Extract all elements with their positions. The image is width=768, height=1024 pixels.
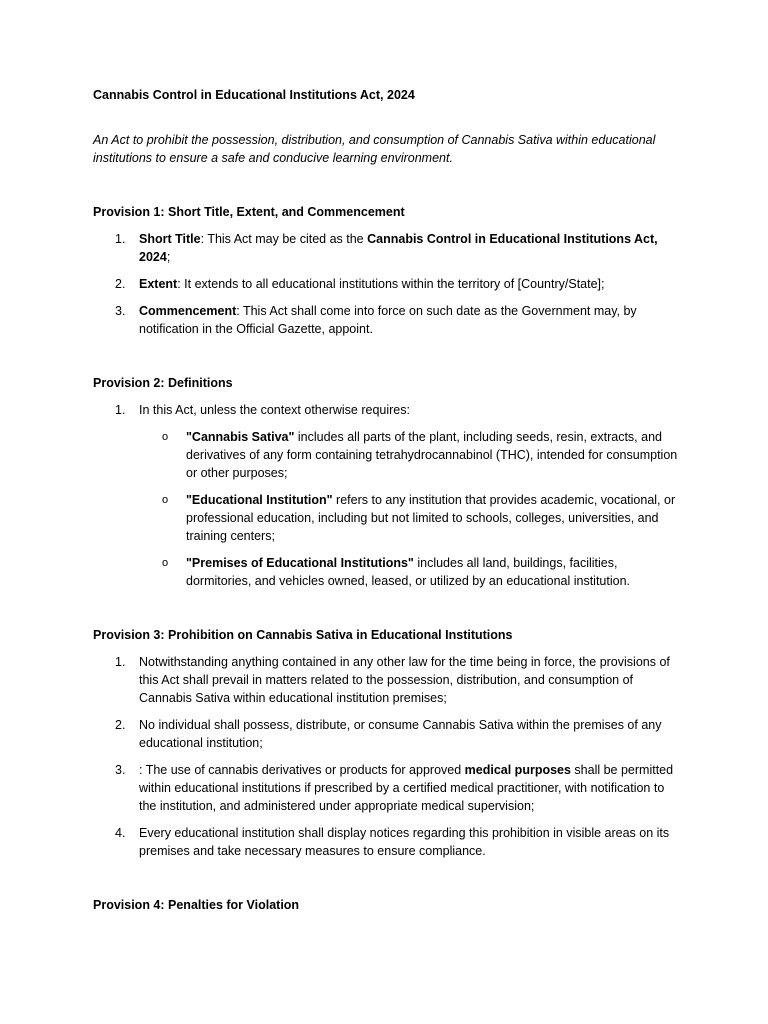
list-item: [93, 401, 685, 590]
item-text: In this Act, unless the context otherwise requires:: [139, 403, 410, 417]
bullet-icon: o: [162, 494, 169, 506]
item-text: : It extends to all educational institutions within the territory of [Country/State];: [177, 277, 605, 291]
item-number: 3.: [115, 763, 126, 777]
definition-item: [139, 491, 685, 545]
document-subtitle: An Act to prohibit the possession, distribution, and consumption of Cannabis Sativa within educational institutions to ensure a safe and conducive learning environment.: [93, 133, 656, 165]
provision-1-heading: Provision 1: Short Title, Extent, and Commencement: [93, 205, 405, 219]
item-text: : The use of cannabis derivatives or products for approved: [139, 763, 465, 777]
item-text: ;: [166, 250, 171, 264]
list-item: [93, 302, 685, 338]
list-item: [93, 716, 685, 752]
item-number: 1.: [115, 403, 126, 417]
item-text: : This Act shall come into force on such date as the Government may, by notification in the Official Gazette, appoint.: [139, 304, 637, 336]
list-item: [93, 275, 685, 293]
document-title: Cannabis Control in Educational Institutions Act, 2024: [93, 88, 415, 102]
provision-1-list: [93, 230, 685, 338]
item-number: 2.: [115, 277, 126, 291]
item-bold-text: Cannabis Control in Educational Institutions Act, 2024: [139, 232, 658, 264]
list-item: [93, 761, 685, 815]
item-bold-text: medical purposes: [464, 763, 571, 777]
bullet-icon: o: [162, 557, 169, 569]
item-number: 1.: [115, 655, 126, 669]
provision-3-list: [93, 653, 685, 860]
definition-term: "Cannabis Sativa": [186, 430, 295, 444]
provision-1: [93, 203, 685, 338]
definition-text: includes all parts of the plant, including seeds, resin, extracts, and derivatives of any form containing tetrahydrocannabinol (THC), intended for consumption or other purposes;: [186, 430, 678, 480]
definition-text: includes all land, buildings, facilities, dormitories, and vehicles owned, leased, or utilized by an educational institution.: [186, 556, 631, 588]
item-number: 3.: [115, 304, 126, 318]
item-number: 1.: [115, 232, 126, 246]
provision-2-heading: Provision 2: Definitions: [93, 376, 233, 390]
definition-item: [139, 554, 685, 590]
item-text: Every educational institution shall display notices regarding this prohibition in visible areas on its premises and take necessary measures to ensure compliance.: [139, 826, 670, 858]
item-term: Short Title: [139, 232, 201, 246]
item-text: No individual shall possess, distribute, or consume Cannabis Sativa within the premises of any educational institution;: [139, 718, 662, 750]
list-item: [93, 653, 685, 707]
item-term: Commencement: [139, 304, 237, 318]
provision-3: [93, 626, 685, 860]
list-item: [93, 230, 685, 266]
item-text: : This Act may be cited as the: [200, 232, 368, 246]
definition-term: "Premises of Educational Institutions": [186, 556, 414, 570]
provision-4-heading: Provision 4: Penalties for Violation: [93, 898, 300, 912]
provision-2-list: [93, 401, 685, 590]
document-page: [93, 86, 685, 914]
item-text: Notwithstanding anything contained in any other law for the time being in force, the provisions of this Act shall prevail in matters related to the possession, distribution, and consumption of Cannabis Sativa within educational institution premises;: [139, 655, 670, 705]
item-number: 4.: [115, 826, 126, 840]
definitions-list: [139, 428, 685, 590]
definition-item: [139, 428, 685, 482]
definition-term: "Educational Institution": [186, 493, 333, 507]
item-number: 2.: [115, 718, 126, 732]
provision-4: [93, 896, 685, 914]
provision-2: [93, 374, 685, 590]
provision-3-heading: Provision 3: Prohibition on Cannabis Sativa in Educational Institutions: [93, 628, 513, 642]
definition-text: refers to any institution that provides academic, vocational, or professional education, including but not limited to schools, colleges, universities, and training centers;: [186, 493, 676, 543]
bullet-icon: o: [162, 431, 169, 443]
item-text: shall be permitted within educational institutions if prescribed by a certified medical practitioner, with notification to the institution, and administered under appropriate medical supervision;: [139, 763, 674, 813]
list-item: [93, 824, 685, 860]
item-term: Extent: [139, 277, 178, 291]
